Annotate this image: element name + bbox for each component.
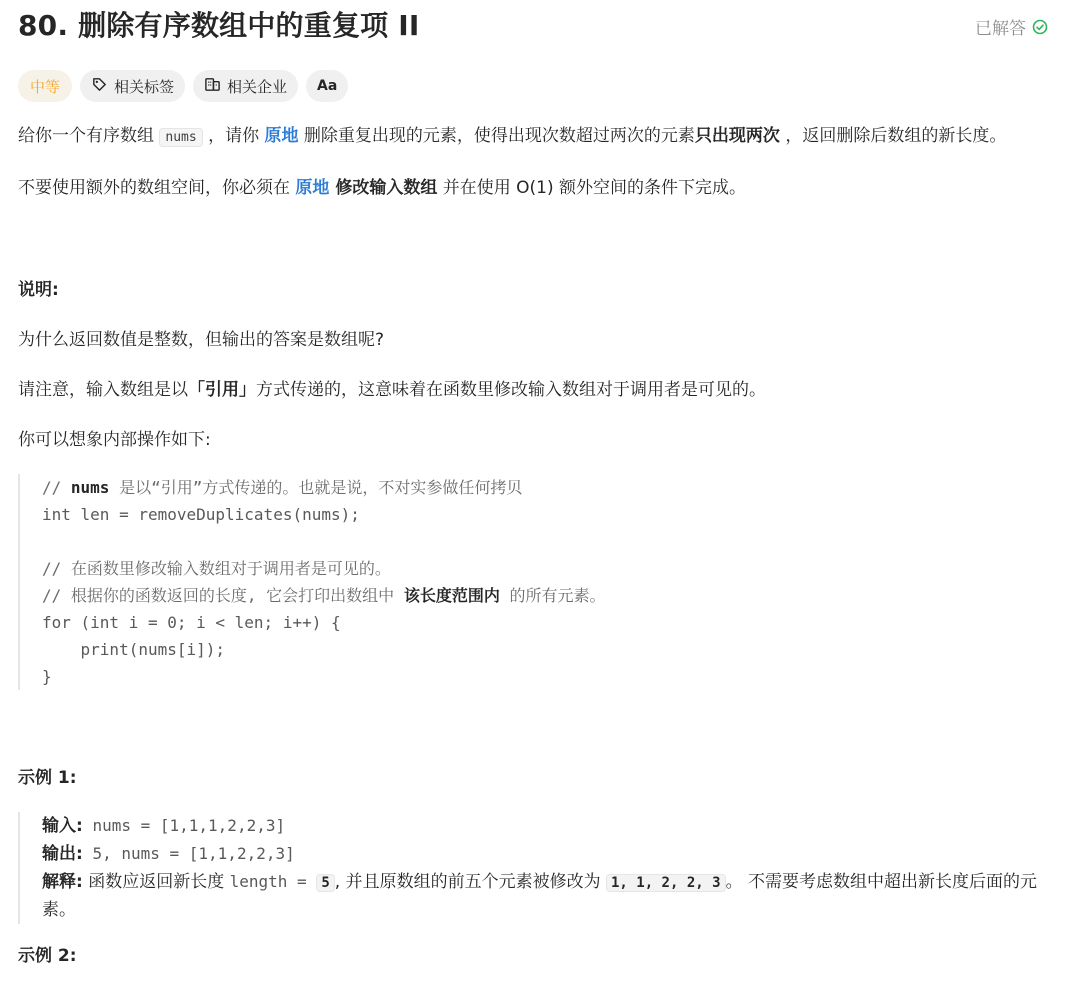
difficulty-badge	[18, 70, 72, 102]
translate-button[interactable]	[306, 70, 348, 102]
explanation-imagine: 你可以想象内部操作如下:	[18, 430, 211, 450]
example-1-heading: 示例 1:	[18, 768, 77, 788]
nums-code: nums	[159, 128, 202, 147]
code-line-3: // 在函数里修改输入数组对于调用者是可见的。	[42, 559, 391, 578]
check-circle-icon	[1032, 19, 1048, 35]
explanation-question: 为什么返回数值是整数，但输出的答案是数组呢?	[18, 330, 385, 350]
tag-icon	[91, 76, 108, 97]
building-icon	[204, 76, 221, 97]
code-line-5: for (int i = 0; i < len; i++) {	[42, 613, 341, 632]
description-paragraph-2: 不要使用额外的数组空间，你必须在 原地 修改输入数组 并在使用 O(1) 额外空间的条件下完成。	[18, 178, 747, 198]
example-1-output: 输出: 5, nums = [1,1,2,2,3]	[42, 844, 295, 864]
solved-label: 已解答	[975, 19, 1026, 39]
solved-status	[975, 14, 1048, 39]
example-1-input: 输入: nums = [1,1,1,2,2,3]	[42, 816, 286, 836]
code-line-6: print(nums[i]);	[42, 640, 226, 659]
example-1-block	[18, 812, 1048, 924]
difficulty-label: 中等	[30, 77, 61, 96]
code-line-2: int len = removeDuplicates(nums);	[42, 505, 360, 524]
problem-description	[18, 122, 1048, 970]
tag-bar	[18, 70, 1048, 102]
related-companies-label: 相关企业	[227, 77, 288, 96]
code-line-1: // nums 是以“引用”方式传递的。也就是说，不对实参做任何拷贝	[42, 478, 523, 497]
related-tags-label: 相关标签	[114, 77, 175, 96]
in-place-link[interactable]: 原地	[264, 126, 299, 146]
example-2-heading: 示例 2:	[18, 946, 77, 966]
related-tags-button[interactable]	[80, 70, 185, 102]
example-1-explanation: 解释: 函数应返回新长度 length = 5 , 并且原数组的前五个元素被修改为 1, 1, 2, 2, 3 。 不需要考虑数组中超出新长度后面的元素。	[42, 872, 1037, 920]
in-place-link-2[interactable]: 原地	[295, 178, 330, 198]
translate-icon: Aa	[317, 78, 338, 94]
title-row	[18, 0, 1048, 44]
code-line-4: // 根据你的函数返回的长度, 它会打印出数组中 该长度范围内 的所有元素。	[42, 586, 606, 605]
explanation-heading: 说明:	[18, 280, 59, 300]
code-line-7: }	[42, 667, 52, 686]
description-paragraph-1: 给你一个有序数组 nums ，请你 原地 删除重复出现的元素，使得出现次数超过两次的元素只出现两次 ，返回删除后数组的新长度。	[18, 126, 1007, 146]
related-companies-button[interactable]	[193, 70, 298, 102]
explanation-note: 请注意，输入数组是以「引用」方式传递的，这意味着在函数里修改输入数组对于调用者是可见的。	[18, 380, 766, 400]
code-block	[18, 474, 1048, 690]
problem-title[interactable]: 80. 删除有序数组中的重复项 II	[18, 9, 420, 42]
